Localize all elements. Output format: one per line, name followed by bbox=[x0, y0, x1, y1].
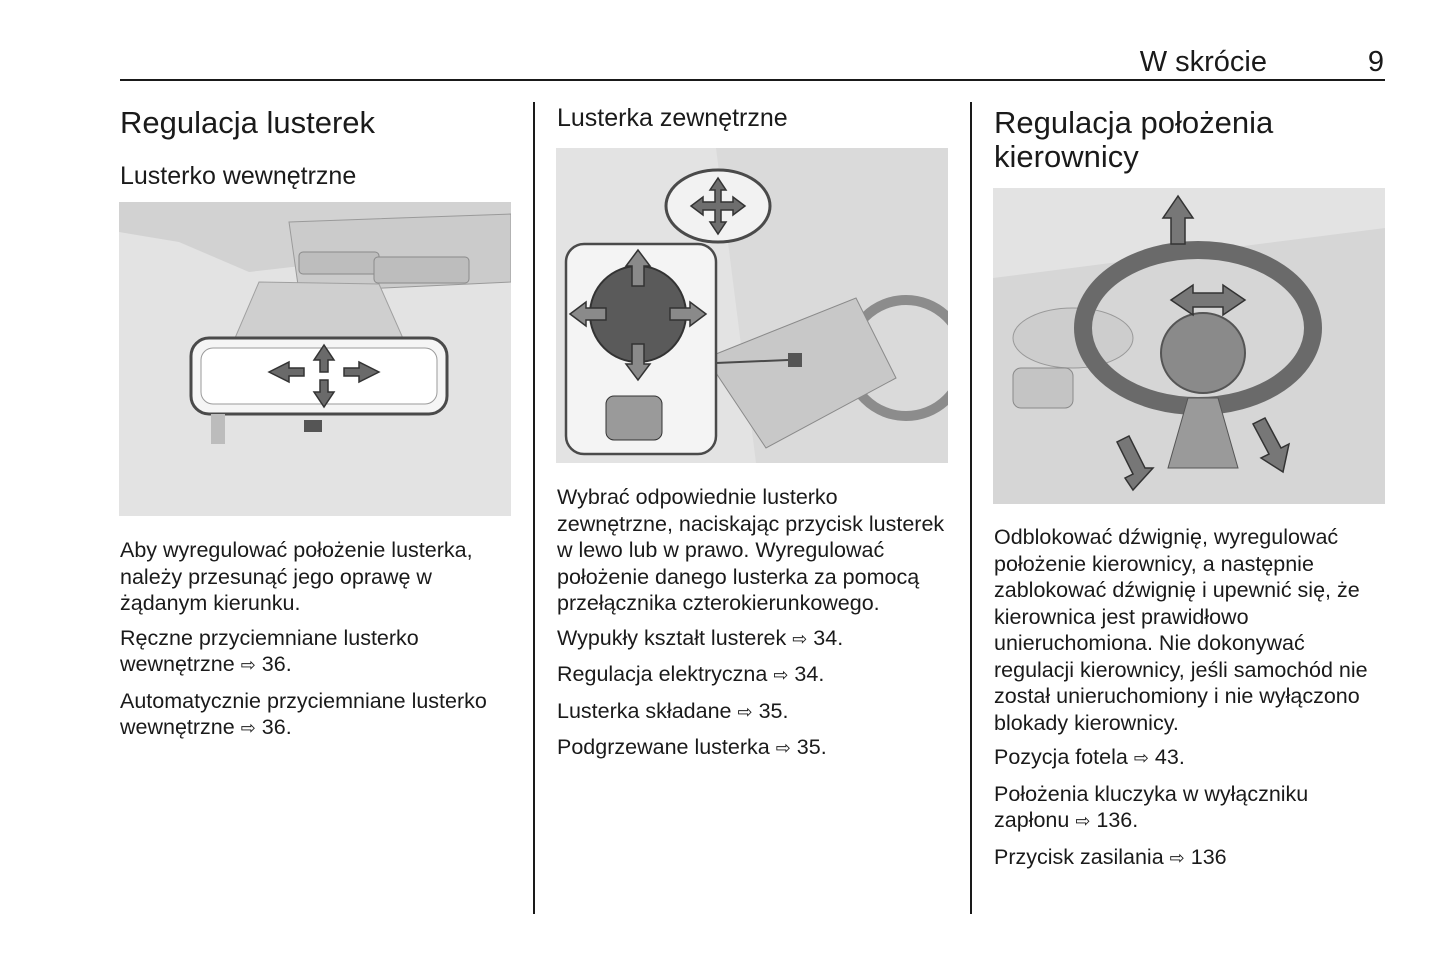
reference-text: Automatycznie przyciemniane lusterko wewnętrzne bbox=[120, 688, 487, 739]
steering-wheel-drawing bbox=[993, 188, 1385, 504]
column-3 bbox=[994, 106, 1389, 174]
reference-line bbox=[557, 625, 957, 654]
exterior-mirror-drawing bbox=[556, 148, 948, 463]
reference-arrow-icon: ⇨ bbox=[1133, 748, 1149, 769]
reference-line bbox=[120, 625, 520, 680]
reference-line bbox=[557, 698, 957, 727]
paragraph: Odblokować dźwignię, wyregulować położenie kierownicy, a następnie zablokować dźwignię i upewnić się, że kierownica jest prawidłowo unieruchomiona. Nie dokonywać regulacji kierownicy, jeśli samochód nie został unieruchomiony i nie wyłączono blokady kierownicy. bbox=[994, 525, 1368, 735]
reference-text: Przycisk zasilania bbox=[994, 844, 1164, 869]
reference-line bbox=[994, 744, 1389, 773]
subsection-title: Lusterka zewnętrzne bbox=[557, 104, 788, 132]
header-rule bbox=[120, 79, 1385, 81]
column-2 bbox=[557, 103, 952, 133]
exterior-mirror-illustration bbox=[556, 148, 948, 463]
reference-text: Lusterka składane bbox=[557, 698, 732, 723]
reference-arrow-icon: ⇨ bbox=[775, 738, 791, 759]
interior-mirror-drawing bbox=[119, 202, 511, 516]
column-1 bbox=[120, 106, 515, 191]
reference-page[interactable]: 35. bbox=[796, 735, 827, 759]
reference-text: Pozycja fotela bbox=[994, 745, 1128, 769]
interior-mirror-illustration bbox=[119, 202, 511, 516]
reference-line bbox=[557, 661, 957, 690]
reference-page[interactable]: 36. bbox=[261, 715, 292, 739]
reference-arrow-icon: ⇨ bbox=[773, 665, 789, 686]
section-title: Regulacja położenia kierownicy bbox=[994, 105, 1274, 174]
reference-page[interactable]: 34. bbox=[813, 625, 844, 650]
reference-text: Podgrzewane lusterka bbox=[557, 735, 770, 759]
reference-page[interactable]: 136 bbox=[1190, 844, 1227, 869]
reference-page[interactable]: 43. bbox=[1154, 745, 1185, 769]
column-2-text bbox=[557, 484, 957, 763]
reference-page[interactable]: 136. bbox=[1096, 808, 1139, 832]
paragraph: Wybrać odpowiednie lusterko zewnętrzne, naciskając przycisk lusterek w lewo lub w prawo. Wyregulować położenie danego lusterka za pomocą przełącznika czterokierunkowego. bbox=[557, 485, 945, 615]
reference-page[interactable]: 34. bbox=[794, 662, 825, 686]
reference-arrow-icon: ⇨ bbox=[1075, 811, 1091, 832]
reference-arrow-icon: ⇨ bbox=[792, 628, 808, 650]
reference-arrow-icon: ⇨ bbox=[240, 718, 256, 739]
column-3-text bbox=[994, 524, 1389, 872]
paragraph: Aby wyregulować położenie lusterka, należy przesunąć jego oprawę w żądanym kierunku. bbox=[120, 538, 473, 615]
reference-line bbox=[120, 688, 520, 743]
page-number: 9 bbox=[1367, 46, 1384, 78]
reference-arrow-icon: ⇨ bbox=[1169, 847, 1185, 869]
reference-text: Ręczne przyciemniane lusterko wewnętrzne bbox=[120, 625, 419, 676]
reference-page[interactable]: 35. bbox=[758, 698, 789, 723]
reference-line bbox=[557, 734, 957, 763]
subsection-title: Lusterko wewnętrzne bbox=[120, 162, 357, 190]
reference-text: Położenia kluczyka w wyłączniku zapłonu bbox=[994, 781, 1309, 832]
reference-text: Wypukły kształt lusterek bbox=[557, 625, 787, 650]
reference-text: Regulacja elektryczna bbox=[557, 662, 768, 686]
column-divider bbox=[533, 102, 535, 914]
column-1-text bbox=[120, 537, 520, 743]
reference-line bbox=[994, 844, 1389, 873]
section-title: Regulacja lusterek bbox=[120, 105, 376, 140]
running-header-title: W skrócie bbox=[1139, 46, 1267, 78]
column-divider bbox=[970, 102, 972, 914]
reference-arrow-icon: ⇨ bbox=[240, 655, 256, 676]
reference-page[interactable]: 36. bbox=[261, 652, 292, 676]
steering-wheel-illustration bbox=[993, 188, 1385, 504]
reference-line bbox=[994, 781, 1389, 836]
reference-arrow-icon: ⇨ bbox=[737, 701, 753, 723]
